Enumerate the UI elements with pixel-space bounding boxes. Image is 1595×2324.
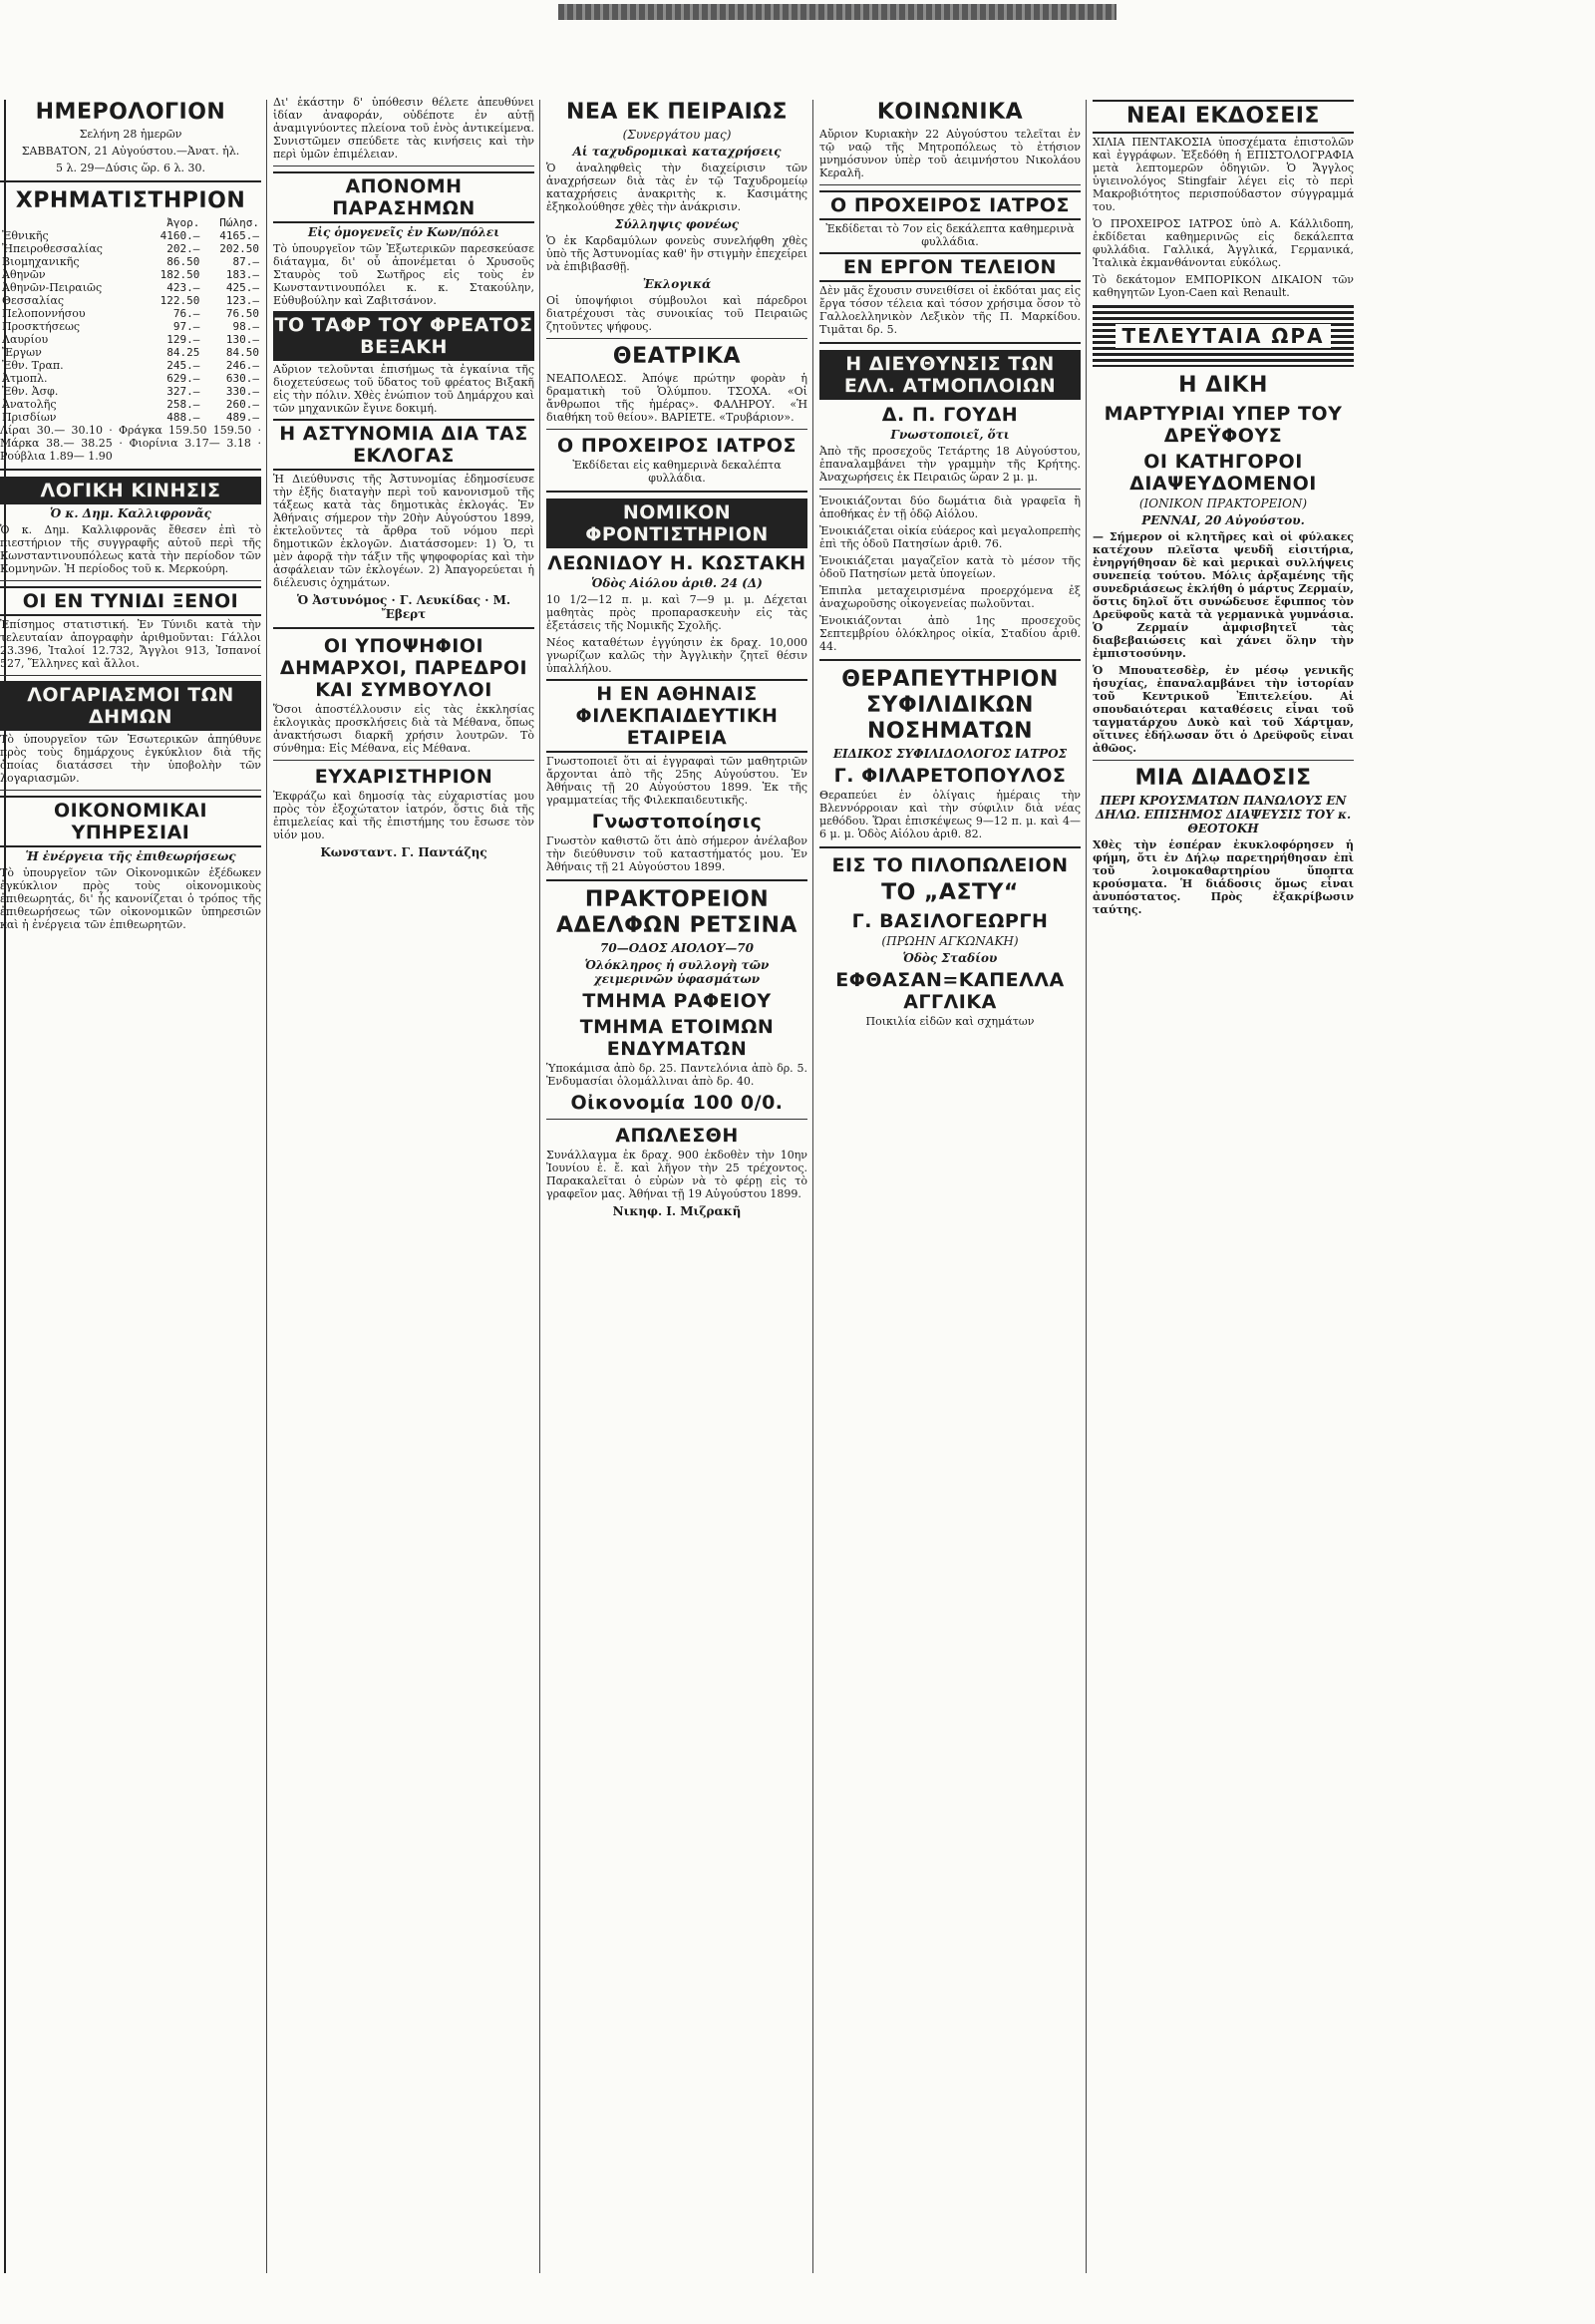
table-row	[0, 294, 261, 307]
exchange-title: ΧΡΗΜΑΤΙΣΤΗΡΙΟΝ	[15, 188, 246, 213]
article-subheading: (Συνεργάτου μας)	[622, 128, 732, 142]
article-subheading: ΕΙΔΙΚΟΣ ΣΥΦΙΛΙΔΟΛΟΓΟΣ ΙΑΤΡΟΣ	[832, 747, 1068, 761]
article-text: Τὸ ὑπουργεῖον τῶν Ἐσωτερικῶν ἀπηύθυνε πρὸς τοὺς δημάρχους ἐγκύκλιον διὰ τῆς ὁποίας διατάσσει τὴν ὑποβολὴν τῶν λογαριασμῶν.	[0, 733, 261, 785]
divider	[546, 429, 807, 430]
article-text: — Σήμερον οἱ κλητῆρες καὶ οἱ φύλακες κατέχουν πλεῖστα ψευδῆ εἰσιτήρια, ἐνηργήθησαν δὲ καὶ μερικαὶ συλλήψεις συνεπείᾳ τούτου. Μόλις ἀρξαμένης τῆς συνεδριάσεως ἐκλήθη ὁ μάρτυς Ζερμαίν, ὅστις δηλοῖ ὅτι συνώδευσε ἔφιππος τὸν Δρεϋφοῦς κατὰ τὰ γερμανικὰ γυμνάσια. Ὁ Ζερμαίν ἀμφισβητεῖ τὰς διαβεβαιώσεις καὶ χάνει ὅλην τὴν ἐμπιστοσύνην.	[1093, 530, 1354, 660]
rate-value: 629.—	[166, 372, 200, 385]
article-text: Νέος καταθέτων ἐγγύησιν ἐκ δραχ. 10,000 γνωρίζων καλῶς τὴν Ἀγγλικὴν ζητεῖ θέσιν ὑπαλλήλου.	[546, 636, 807, 675]
divider	[273, 627, 534, 629]
table-row	[0, 398, 261, 411]
article-text: Γνωστοποιεῖ ὅτι αἱ ἐγγραφαὶ τῶν μαθητριῶν ἄρχονται ἀπὸ τῆς 25ης Αὐγούστου. Ἐν Ἀθήναις τῇ 20 Αὐγούστου 1899. Ἐκ τῆς γραμματείας τῆς Φιλεκπαιδευτικῆς.	[546, 755, 807, 807]
rate-value: 123.—	[225, 294, 259, 307]
section-heading: ΘΕΡΑΠΕΥΤΗΡΙΟΝ ΣΥΦΙΛΙΔΙΚΩΝ ΝΟΣΗΜΑΤΩΝ	[841, 667, 1059, 744]
article-subheading: Γνωστοποιεῖ, ὅτι	[890, 428, 1010, 442]
table-row	[0, 333, 261, 346]
rate-name: Βιομηχανικῆς	[2, 255, 80, 268]
rate-name: Ἀνατολῆς	[2, 398, 57, 411]
rate-value: 245.—	[166, 359, 200, 372]
ad-address: Ὁδὸς Αἰόλου ἀριθ. 24 (Δ)	[591, 576, 763, 590]
article-text: Χθὲς τὴν ἑσπέραν ἐκυκλοφόρησεν ἡ φήμη, ὅτι ἐν Δήλῳ παρετηρήθησαν ἐπὶ τοῦ λοιμοκαθαρτηρίου ὕποπτα κρούσματα. Ἡ διάδοσις ὅμως εἶναι ἀνυπόστατος. Πρὸς ἐξακρίβωσιν ταύτης.	[1093, 838, 1354, 916]
banner-title: ΤΕΛΕΥΤΑΙΑ ΩΡΑ	[1116, 324, 1330, 348]
article-text: Οἱ ὑποψήφιοι σύμβουλοι καὶ πάρεδροι διατρέχουσι τὰς συνοικίας τοῦ Πειραιῶς ζητοῦντες ψήφους.	[546, 294, 807, 333]
article-text: Τὸ ὑπουργεῖον τῶν Οἰκονομικῶν ἐξέδωκεν ἐγκύκλιον πρὸς τοὺς οἰκονομικοὺς ἐπιθεωρητάς, δι' ἧς κανονίζεται ὁ τρόπος τῆς ἐπιθεωρήσεως τῶν οἰκονομικῶν ὑπηρεσιῶν καὶ ἡ ἐνέργεια τῶν ἐπιθεωρητῶν.	[0, 866, 261, 931]
rate-value: 258.—	[166, 398, 200, 411]
article-text: Δὲν μᾶς ἔχουσιν συνειθίσει οἱ ἐκδόται μας εἰς ἔργα τόσον τέλεια καὶ τόσον χρήσιμα ὅσον τὸ Γαλλοελληνικὸν Λεξικὸν τῆς Π. Μαρκίδου. Τιμᾶται δρ. 5.	[819, 284, 1081, 336]
masthead-strip	[558, 4, 1116, 20]
divider	[0, 180, 261, 182]
article-text: Ὁ ἐκ Καρδαμύλων φονεὺς συνελήφθη χθὲς ὑπὸ τῆς Ἀστυνομίας καθ' ἣν στιγμὴν ἐπεχείρει νὰ ἐπιβιβασθῇ.	[546, 234, 807, 273]
rate-name: Ἐθν. Τραπ.	[2, 359, 64, 372]
ad-slogan: ΕΦΘΑΣΑΝ=ΚΑΠΕΛΛΑ ΑΓΓΛΙΚΑ	[835, 969, 1065, 1013]
ad-name: ΤΟ „ΑΣΤΥ“	[881, 880, 1019, 905]
section-heading: ΜΙΑ ΔΙΑΔΟΣΙΣ	[1134, 766, 1312, 791]
divider	[0, 790, 261, 791]
signature: Νικηφ. Ι. Μιζρακῆ	[612, 1204, 742, 1218]
rate-name: Θεσσαλίας	[2, 294, 65, 307]
table-row	[0, 268, 261, 281]
article-text: Θεραπεύει ἐν ὀλίγαις ἡμέραις τὴν Βλεννόρροιαν καὶ τὴν σύφιλιν διὰ νέας μεθόδου. Ὥραι ἐπισκέψεως 9—12 π. μ. καὶ 4—6 μ. μ. Ὁδὸς Αἰόλου ἀριθ. 82.	[819, 789, 1081, 840]
section-heading: Ο ΠΡΟΧΕΙΡΟΣ ΙΑΤΡΟΣ	[557, 435, 797, 457]
section-heading: ΚΟΙΝΩΝΙΚΑ	[876, 100, 1024, 125]
rate-name: Ἀθηνῶν	[2, 268, 46, 281]
article-text: Ὅσοι ἀποστέλλουσιν εἰς τὰς ἐκκλησίας ἐκλογικὰς προσκλήσεις διὰ τὰ Μέθανα, ὅπως ἀνακτήσωσι διαρκῆ χρήσιν λουτρῶν. Τὸ σύνθημα: Εἰς Μέθανα, εἰς Μέθανα.	[273, 703, 534, 755]
section-heading: ΘΕΑΤΡΙΚΑ	[612, 344, 742, 369]
article-text: Ἐκδίδεται εἰς καθημερινὰ δεκαλέπτα φυλλάδια.	[572, 459, 782, 485]
section-heading: ΛΟΓΑΡΙΑΣΜΟΙ ΤΩΝ ΔΗΜΩΝ	[0, 681, 261, 731]
table-row	[0, 307, 261, 320]
section-heading: ΜΑΡΤΥΡΙΑΙ ΥΠΕΡ ΤΟΥ ΔΡΕΫΦΟΥΣ	[1104, 403, 1343, 447]
article-subheading: Ὁ κ. Δημ. Καλλιφρονᾶς	[50, 506, 211, 520]
article-text: Ὑποκάμισα ἀπὸ δρ. 25. Παντελόνια ἀπὸ δρ. 5. Ἐνδυμασίαι ὁλομάλλιναι ἀπὸ δρ. 40.	[546, 1062, 807, 1088]
section-heading: ΑΠΟΝΟΜΗ ΠΑΡΑΣΗΜΩΝ	[273, 171, 534, 223]
article-text: ΝΕΑΠΟΛΕΩΣ. Ἀπόψε πρώτην φορὰν ἡ δραματικὴ τοῦ Ὁλύμπου. ΤΣΟΧΑ. «Οἱ ἄνθρωποι τῆς ἡμέρας». ΦΑΛΗΡΟΥ. «Ἡ διαθήκη τοῦ θείου». ΒΑΡΙΕΤΕ. «Τρυβάριον».	[546, 372, 807, 424]
article-text: Ἐκφράζω καὶ δημοσίᾳ τὰς εὐχαριστίας μου πρὸς τὸν ἐξοχώτατον ἰατρόν, ὅστις διὰ τῆς ἐπιμελείας καὶ τῆς ἐπιστήμης του ἔσωσε τὸν υἱόν μου.	[273, 790, 534, 841]
section-heading: ΑΠΩΛΕΣΘΗ	[615, 1125, 739, 1147]
section-heading: ΛΟΓΙΚΗ ΚΙΝΗΣΙΣ	[0, 477, 261, 504]
divider	[546, 879, 807, 881]
section-heading: ΝΕΑ ΕΚ ΠΕΙΡΑΙΩΣ	[565, 100, 789, 125]
table-row	[0, 346, 261, 359]
calendar-line: ΣΑΒΒΑΤΟΝ, 21 Αὐγούστου.—Ἀνατ. ἡλ.	[21, 145, 240, 158]
article-text: 10 1/2—12 π. μ. καὶ 7—9 μ. μ. Δέχεται μαθητὰς πρὸς προπαρασκευὴν εἰς τὰς ἐξετάσεις τῆς Νομικῆς Σχολῆς.	[546, 593, 807, 632]
article-text: Ἀπὸ τῆς προσεχοῦς Τετάρτης 18 Αὐγούστου, ἐπαναλαμβάνει τὴν γραμμὴν τῆς Κρήτης. Ἀναχωρήσεις ἐκ Πειραιῶς ὥραν 2 μ. μ.	[819, 445, 1081, 484]
article-subheading: (ΙΟΝΙΚΟΝ ΠΡΑΚΤΟΡΕΙΟΝ)	[1138, 497, 1308, 510]
section-heading: ΤΜΗΜΑ ΕΤΟΙΜΩΝ ΕΝΔΥΜΑΤΩΝ	[579, 1016, 775, 1060]
section-heading: ΕΙΣ ΤΟ ΠΙΛΟΠΩΛΕΙΟΝ	[831, 854, 1069, 876]
article-subheading: ΠΕΡΙ ΚΡΟΥΣΜΑΤΩΝ ΠΑΝΩΛΟΥΣ ΕΝ ΔΗΛΩ. ΕΠΙΣΗΜΟΣ ΔΙΑΨΕΥΣΙΣ ΤΟΥ κ. ΘΕΟΤΟΚΗ	[1095, 794, 1352, 835]
rate-value: 488.—	[166, 411, 200, 424]
article-text: Ἡ Διεύθυνσις τῆς Ἀστυνομίας ἐδημοσίευσε τὴν ἑξῆς διαταγὴν περὶ τοῦ κανονισμοῦ τῆς τάξεως κατὰ τὰς δημοτικὰς ἐκλογάς. Ἐν Ἀθήναις σήμερον τὴν 20ὴν Αὐγούστου 1899, ἐκτελοῦντες τὰ ἄρθρα τοῦ νόμου περὶ δημοτικῶν ἐκλογῶν. Διατάσσομεν: 1) Ὁ, τι μὲν ἀφορᾷ τὴν τάξιν τῆς ψηφοφορίας καὶ τὴν ἀσφάλειαν τῶν ἐκλογέων. 2) Ἀπαγορεύεται ἡ διέλευσις ὀχημάτων.	[273, 473, 534, 589]
section-heading: Ο ΠΡΟΧΕΙΡΟΣ ΙΑΤΡΟΣ	[819, 190, 1081, 220]
section-heading: Η ΔΙΚΗ	[1178, 373, 1268, 398]
classified-ad: Ἐνοικιάζονται δύο δωμάτια διὰ γραφεῖα ἢ ἀποθήκας ἐν τῇ ὁδῷ Αἰόλου.	[819, 495, 1081, 520]
article-text: Συνάλλαγμα ἐκ δραχ. 900 ἐκδοθὲν τὴν 10ην Ἰουνίου ἐ. ἔ. καὶ λῆγον τὴν 25 τρέχοντος. Παρακαλεῖται ὁ εὑρὼν νὰ τὸ φέρῃ εἰς τὸ γραφεῖον μας. Ἀθήναι τῇ 19 Αὐγούστου 1899.	[546, 1149, 807, 1200]
rate-name: Ἠπειροθεσσαλίας	[2, 242, 103, 255]
section-heading: Η ΑΣΤΥΝΟΜΙΑ ΔΙΑ ΤΑΣ ΕΚΛΟΓΑΣ	[273, 419, 534, 471]
rate-name: Ἀθηνῶν-Πειραιῶς	[2, 281, 103, 294]
rate-value: 246.—	[225, 359, 259, 372]
article-text: Ὁ Μπουατεσδὲρ, ἐν μέσῳ γενικῆς ἡσυχίας, ἐπαναλαμβάνει τὴν ἱστορίαν τοῦ Κεντρικοῦ Ἐπιτελείου. Αἱ σπουδαιότεραι καταθέσεις εἶναι τοῦ ταγματάρχου Δυκὸ καὶ τοῦ Χάρτμαν, οἵτινες ἐδήλωσαν ὅτι ὁ Δρεϋφοῦς εἶναι ἀθῶος.	[1093, 664, 1354, 755]
rate-value: 202.50	[219, 242, 259, 255]
column-rule	[266, 100, 267, 2273]
divider	[546, 338, 807, 339]
rate-value: 327.—	[166, 385, 200, 398]
rate-value: 97.—	[172, 320, 200, 333]
divider	[0, 580, 261, 581]
rate-value: 87.—	[232, 255, 259, 268]
rate-value: 84.25	[166, 346, 200, 359]
rate-value: 76.50	[225, 307, 259, 320]
column-header: Πώλησ.	[219, 216, 259, 229]
table-row	[0, 385, 261, 398]
rate-value: 630.—	[225, 372, 259, 385]
rate-value: 183.—	[225, 268, 259, 281]
article-text: Δι' ἑκάστην δ' ὑπόθεσιν θέλετε ἀπευθύνει ἰδίαν ἀναφοράν, οὐδέποτε ἐν αὐτῇ ἀναμιγνύοντες πλείονα τοῦ ἑνὸς ἀντικείμενα. Συνιστῶμεν σπεύδετε τὰς κινήσεις καὶ τὴν περὶ ὑμῶν ἐπιμέλειαν.	[273, 96, 534, 161]
headline-banner	[1093, 305, 1354, 367]
article-text: Ὁ κ. Δημ. Καλλιφρονᾶς ἔθεσεν ἐπὶ τὸ πιεστήριον τῆς συγγραφῆς αὐτοῦ περὶ τῆς Κωνσταντινουπόλεως κατὰ τὴν περίοδον τῶν Κομνηνῶν. Ἡ περίοδος τοῦ κ. Μερκούρη.	[0, 523, 261, 575]
column-4	[819, 96, 1081, 2289]
table-row	[0, 229, 261, 242]
rate-value: 122.50	[160, 294, 200, 307]
column-2	[273, 96, 534, 2289]
divider	[1093, 760, 1354, 761]
article-text: Ποικιλία εἰδῶν καὶ σχημάτων	[865, 1015, 1035, 1028]
divider	[819, 184, 1081, 185]
article-subheading: Ὁλόκληρος ἡ συλλογὴ τῶν χειμερινῶν ὑφασμάτων	[584, 958, 770, 986]
table-row	[0, 411, 261, 424]
calendar-line: Σελήνη 28 ἡμερῶν	[79, 128, 182, 141]
table-row	[0, 372, 261, 385]
article-subheading: (ΠΡΩΗΝ ΑΓΚΩΝΑΚΗ)	[881, 934, 1019, 948]
ad-name: Δ. Π. ΓΟΥΔΗ	[881, 404, 1019, 426]
classified-ads	[819, 495, 1081, 653]
article-subheading: Σύλληψις φονέως	[614, 217, 740, 231]
currency-note: Λίραι 30.— 30.10 · Φράγκα 159.50 159.50 · Μάρκα 38.— 38.25 · Φιορίνια 3.17— 3.18 · Ρούβλια 1.89— 1.90	[0, 424, 261, 463]
table-row	[0, 242, 261, 255]
classified-ad: Ἐνοικιάζονται ἀπὸ 1ης προσεχοῦς Σεπτεμβρίου ὁλόκληρος οἰκία, Σταδίου ἀριθ. 44.	[819, 614, 1081, 653]
rate-name: Ἐθν. Ἀσφ.	[2, 385, 59, 398]
rate-value: 202.—	[166, 242, 200, 255]
section-heading: Η ΕΝ ΑΘΗΝΑΙΣ ΦΙΛΕΚΠΑΙΔΕΥΤΙΚΗ ΕΤΑΙΡΕΙΑ	[546, 679, 807, 753]
calendar-line: 5 λ. 29—Δύσις ὥρ. 6 λ. 30.	[56, 162, 205, 174]
section-heading: ΕΥΧΑΡΙΣΤΗΡΙΟΝ	[314, 766, 493, 788]
table-row	[0, 255, 261, 268]
article-subheading: Ἡ ἐνέργεια τῆς ἐπιθεωρήσεως	[25, 849, 236, 863]
column-rule	[812, 100, 813, 2273]
section-heading: ΟΙ ΕΝ ΤΥΝΙΔΙ ΞΕΝΟΙ	[0, 586, 261, 616]
ad-address: 70—ΟΔΟΣ ΑΙΟΛΟΥ—70	[600, 941, 754, 955]
article-text: ΧΙΛΙΑ ΠΕΝΤΑΚΟΣΙΑ ὑποσχέματα ἐπιστολῶν καὶ ἐγγράφων. Ἐξεδόθη ἡ ΕΠΙΣΤΟΛΟΓΡΑΦΙΑ μετὰ λεπτομερῶν ὁδηγιῶν. Ὁ Ἄγγλος ὑγιεινολόγος Stingfair λέγει εἰς τὸ περὶ Μακροβιότητος περισπούδαστον σύγγραμμά του.	[1093, 136, 1354, 213]
section-heading: ΝΕΑΙ ΕΚΔΟΣΕΙΣ	[1093, 100, 1354, 134]
rate-value: 129.—	[166, 333, 200, 346]
ad-name: Γ. ΦΙΛΑΡΕΤΟΠΟΥΛΟΣ	[833, 765, 1067, 787]
table-row	[0, 281, 261, 294]
rate-value: 86.50	[166, 255, 200, 268]
rate-value: 330.—	[225, 385, 259, 398]
divider	[546, 491, 807, 493]
column-5	[1093, 96, 1354, 2289]
table-row	[0, 320, 261, 333]
rate-value: 4160.—	[160, 229, 200, 242]
article-text: Αὔριον τελοῦνται ἐπισήμως τὰ ἐγκαίνια τῆς διοχετεύσεως τοῦ ὕδατος τοῦ φρέατος Βιξακῆ εἰς τὴν πόλιν. Χθὲς ἐνώπιον τοῦ Δημάρχου καὶ τῶν μηχανικῶν ἔγινε δοκιμή.	[273, 363, 534, 415]
column-1	[0, 96, 261, 2289]
section-heading: ΝΟΜΙΚΟΝ ΦΡΟΝΤΙΣΤΗΡΙΟΝ	[546, 498, 807, 548]
divider	[819, 659, 1081, 661]
classified-ad: Ἐνοικιάζεται μαγαζεῖον κατὰ τὸ μέσον τῆς ὁδοῦ Πατησίων μετὰ ὑπογείων.	[819, 554, 1081, 580]
rate-value: 489.—	[225, 411, 259, 424]
rate-value: 182.50	[160, 268, 200, 281]
section-heading: Γνωστοποίησις	[591, 811, 763, 832]
article-text: Αὔριον Κυριακὴν 22 Αὐγούστου τελεῖται ἐν τῷ ναῷ τῆς Μητροπόλεως τὸ ἐτήσιον μνημόσυνον ὑπὲρ τοῦ ἀειμνήστου Νικολάου Κεραλῆ.	[819, 128, 1081, 179]
article-text: Ὁ ΠΡΟΧΕΙΡΟΣ ΙΑΤΡΟΣ ὑπὸ Α. Κάλλιδοπη, ἐκδίδεται καθημερινῶς εἰς δεκάλεπτα φυλλάδια. Γαλλικά, Ἀγγλικά, Γερμανικά, Ἰταλικὰ ἐκμανθάνονται εὐκόλως.	[1093, 217, 1354, 269]
divider	[546, 1119, 807, 1120]
rate-name: Ἐθνικῆς	[2, 229, 49, 242]
rate-name: Πρισδίων	[2, 411, 57, 424]
ad-name: ΛΕΩΝΙΔΟΥ Η. ΚΩΣΤΑΚΗ	[547, 552, 806, 574]
ad-owner: Γ. ΒΑΣΙΛΟΓΕΩΡΓΗ	[851, 910, 1049, 932]
section-heading: ΤΜΗΜΑ ΡΑΦΕΙΟΥ	[582, 990, 772, 1012]
rate-value: 4165.—	[219, 229, 259, 242]
section-heading: ΕΝ ΕΡΓΟΝ ΤΕΛΕΙΟΝ	[819, 252, 1081, 282]
section-heading: Η ΔΙΕΥΘΥΝΣΙΣ ΤΩΝ ΕΛΛ. ΑΤΜΟΠΛΟΙΩΝ	[819, 350, 1081, 400]
article-text: Τὸ ὑπουργεῖον τῶν Ἐξωτερικῶν παρεσκεύασε διάταγμα, δι' οὗ ἀπονέμεται ὁ Χρυσοῦς Σταυρὸς τοῦ Σωτῆρος εἰς τοὺς ἐν Κωνσταντινουπόλει κ. κ. Στακούλην, Εὐθυβούλην καὶ Ζαβιτσάνον.	[273, 242, 534, 307]
article-subheading: Ἐκλογικά	[642, 277, 712, 291]
article-text: Τὸ δεκάτομον ΕΜΠΟΡΙΚΟΝ ΔΙΚΑΙΟΝ τῶν καθηγητῶν Lyon-Caen καὶ Renault.	[1093, 273, 1354, 299]
rate-value: 130.—	[225, 333, 259, 346]
table-row	[0, 359, 261, 372]
ad-slogan: Οἰκονομία 100 0/0.	[570, 1092, 784, 1114]
exchange-table	[0, 216, 261, 424]
divider	[819, 846, 1081, 848]
rate-value: 76.—	[172, 307, 200, 320]
signature: Ὁ Ἀστυνόμος · Γ. Λευκίδας · Μ. Ἔβερτ	[296, 593, 511, 621]
article-text: Ἐπίσημος στατιστική. Ἐν Τύνιδι κατὰ τὴν τελευταίαν ἀπογραφὴν ἀριθμοῦνται: Γάλλοι 23.396, Ἰταλοί 12.732, Ἄγγλοι 913, Ἰσπανοί 527, Ἕλληνες καὶ ἄλλοι.	[0, 618, 261, 670]
section-heading: ΠΡΑΚΤΟΡΕΙΟΝ ΑΔΕΛΦΩΝ ΡΕΤΣΙΝΑ	[556, 887, 798, 938]
section-heading: ΟΙ ΚΑΤΗΓΟΡΟΙ ΔΙΑΨΕΥΔΟΜΕΝΟΙ	[1129, 451, 1317, 495]
rate-name: Προσκτήσεως	[2, 320, 81, 333]
table-row	[0, 216, 261, 229]
rate-value: 260.—	[225, 398, 259, 411]
rate-name: Πελοποννήσου	[2, 307, 86, 320]
divider	[819, 489, 1081, 490]
calendar-title: ΗΜΕΡΟΛΟΓΙΟΝ	[35, 100, 226, 125]
column-rule	[1086, 100, 1087, 2273]
divider	[273, 760, 534, 761]
column-header: Ἀγορ.	[166, 216, 200, 229]
article-text: Ὁ ἀναληφθεὶς τὴν διαχείρισιν τῶν ἀναχρήσεων διὰ τὰς ἐν τῷ Ταχυδρομείῳ καταχρήσεις ἀνακριτὴς κ. Κασιμάτης ἐξηκολούθησε χθὲς τὴν ἀνάκρισιν.	[546, 162, 807, 213]
article-text: Ἐκδίδεται τὸ 7ον εἰς δεκάλεπτα καθημερινὰ φυλλάδια.	[825, 222, 1075, 248]
article-text: Γνωστὸν καθιστῶ ὅτι ἀπὸ σήμερον ἀνέλαβον τὴν διεύθυνσιν τοῦ καταστήματός μου. Ἐν Ἀθήναις τῇ 21 Αὐγούστου 1899.	[546, 834, 807, 873]
ad-address: Ὁδὸς Σταδίου	[902, 951, 998, 965]
divider	[0, 675, 261, 676]
article-subheading: Αἱ ταχυδρομικαὶ καταχρήσεις	[572, 145, 782, 159]
rate-name: Ἀτμοπλ.	[2, 372, 48, 385]
section-heading: ΟΙΚΟΝΟΜΙΚΑΙ ΥΠΗΡΕΣΙΑΙ	[0, 796, 261, 847]
section-heading: ΟΙ ΥΠΟΨΗΦΙΟΙ ΔΗΜΑΡΧΟΙ, ΠΑΡΕΔΡΟΙ ΚΑΙ ΣΥΜΒΟΥΛΟΙ	[279, 635, 528, 701]
column-rule	[539, 100, 540, 2273]
article-subheading: Εἰς ὁμογενεῖς ἐν Κων/πόλει	[307, 225, 500, 239]
dateline: ΡΕΝΝΑΙ, 20 Αὐγούστου.	[1141, 513, 1305, 527]
divider	[819, 342, 1081, 344]
classified-ad: Ἐπιπλα μεταχειρισμένα προερχόμενα ἐξ ἀναχωροῦσης οἰκογενείας πωλοῦνται.	[819, 584, 1081, 610]
divider	[0, 469, 261, 471]
column-3	[546, 96, 807, 2289]
rate-value: 84.50	[225, 346, 259, 359]
rate-value: 423.—	[166, 281, 200, 294]
rate-value: 98.—	[232, 320, 259, 333]
rate-value: 425.—	[225, 281, 259, 294]
section-heading: ΤΟ ΤΑΦΡ ΤΟΥ ΦΡΕΑΤΟΣ ΒΕΞΑΚΗ	[273, 311, 534, 361]
rate-name: Λαυρίου	[2, 333, 49, 346]
classified-ad: Ἐνοικιάζεται οἰκία εὐάερος καὶ μεγαλοπρεπὴς ἐπὶ τῆς ὁδοῦ Πατησίων ἀριθ. 76.	[819, 524, 1081, 550]
signature: Κωνσταντ. Γ. Παντάζης	[320, 845, 487, 859]
rate-name: Ἔργων	[2, 346, 42, 359]
